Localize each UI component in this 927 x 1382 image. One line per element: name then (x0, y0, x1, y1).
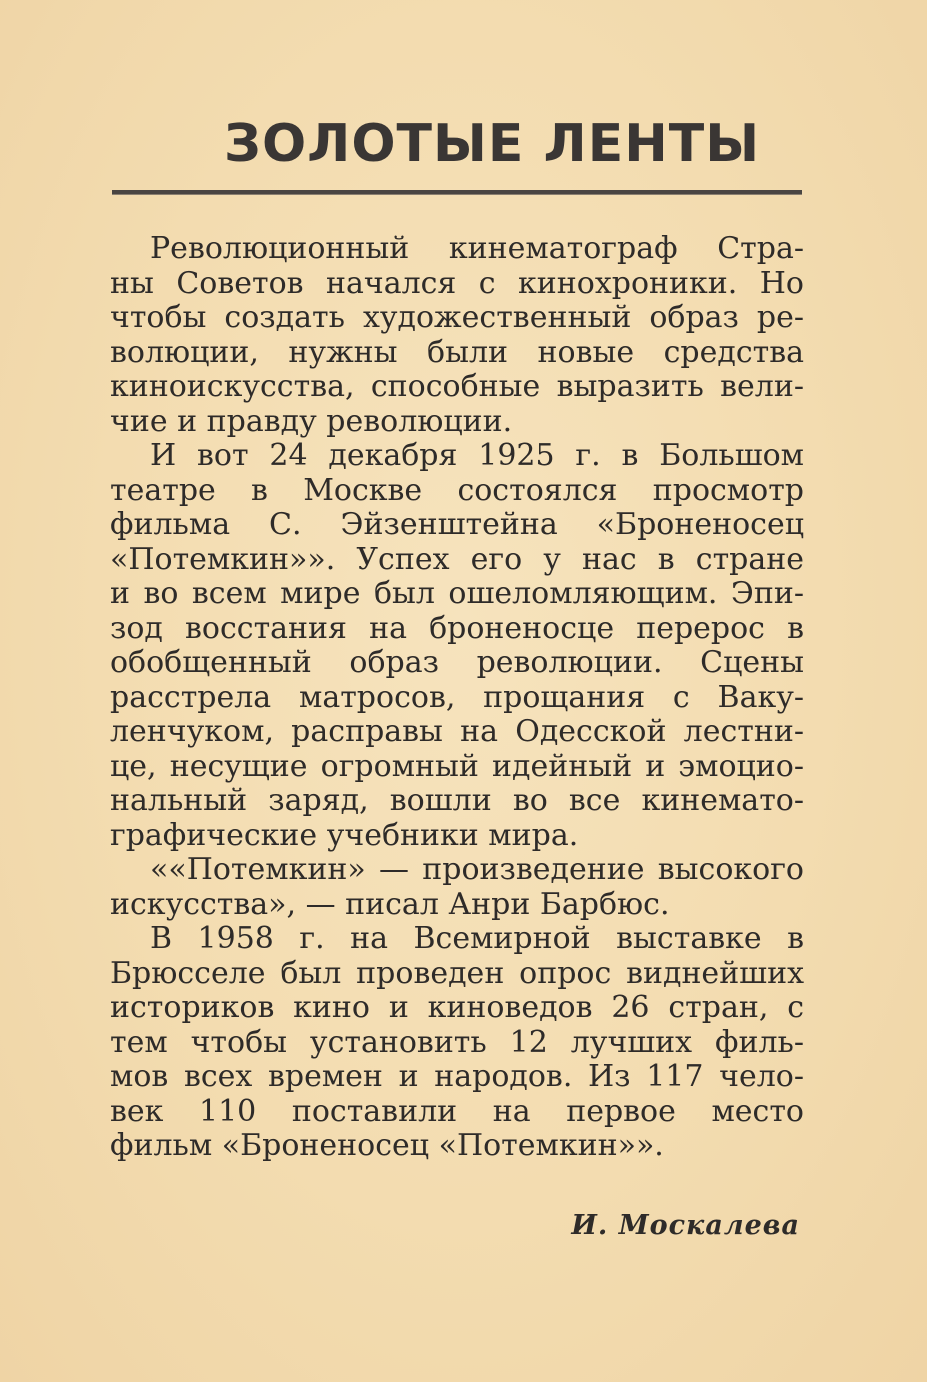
text-line: киноискусства, способные выразить вели- (110, 370, 804, 404)
text-line: ны Советов начался с кинохроники. Но (110, 266, 804, 301)
text-line: В 1958 г. на Всемирной выставке в (150, 922, 804, 956)
text-line: графические учебники мира. (110, 818, 579, 853)
text-line: волюции, нужны были новые средства (110, 335, 804, 370)
text-line: чтобы создать художественный образ ре- (110, 301, 804, 335)
article-body (110, 232, 804, 1164)
text-line: расстрела матросов, прощания с Ваку- (110, 680, 804, 715)
text-line: нальный заряд, вошли во все кинемато- (110, 784, 804, 818)
author-signature: И. Москалева (571, 1210, 800, 1241)
text-line: фильма С. Эйзенштейна «Броненосец (110, 508, 804, 542)
text-line: чие и правду революции. (110, 404, 513, 439)
text-line: ««Потемкин» — произведение высокого (150, 853, 804, 887)
text-line: искусства», — писал Анри Барбюс. (110, 887, 670, 922)
text-line: век 110 поставили на первое место (110, 1094, 804, 1129)
text-line: мов всех времен и народов. Из 117 чело- (110, 1060, 804, 1094)
text-line: тем чтобы установить 12 лучших филь- (110, 1025, 804, 1060)
text-line: и во всем мире был ошеломляющим. Эпи- (110, 577, 804, 611)
text-line: историков кино и киноведов 26 стран, с (110, 991, 804, 1025)
text-line: И вот 24 декабря 1925 г. в Большом (150, 439, 804, 473)
text-line: Брюсселе был проведен опрос виднейших (110, 956, 804, 991)
text-line: обобщенный образ революции. Сцены (110, 646, 804, 680)
title-divider (112, 190, 802, 195)
text-line: «Потемкин»». Успех его у нас в стране (110, 542, 804, 577)
text-line: ленчуком, расправы на Одесской лестни- (110, 715, 804, 749)
text-line: зод восстания на броненосце перерос в (110, 611, 804, 646)
text-line: театре в Москве состоялся просмотр (110, 473, 804, 508)
text-line: фильм «Броненосец «Потемкин»». (110, 1129, 664, 1163)
text-line: це, несущие огромный идейный и эмоцио- (110, 749, 804, 784)
text-line: Революционный кинематограф Стра- (150, 232, 804, 266)
page-title: ЗОЛОТЫЕ ЛЕНТЫ (224, 114, 761, 174)
